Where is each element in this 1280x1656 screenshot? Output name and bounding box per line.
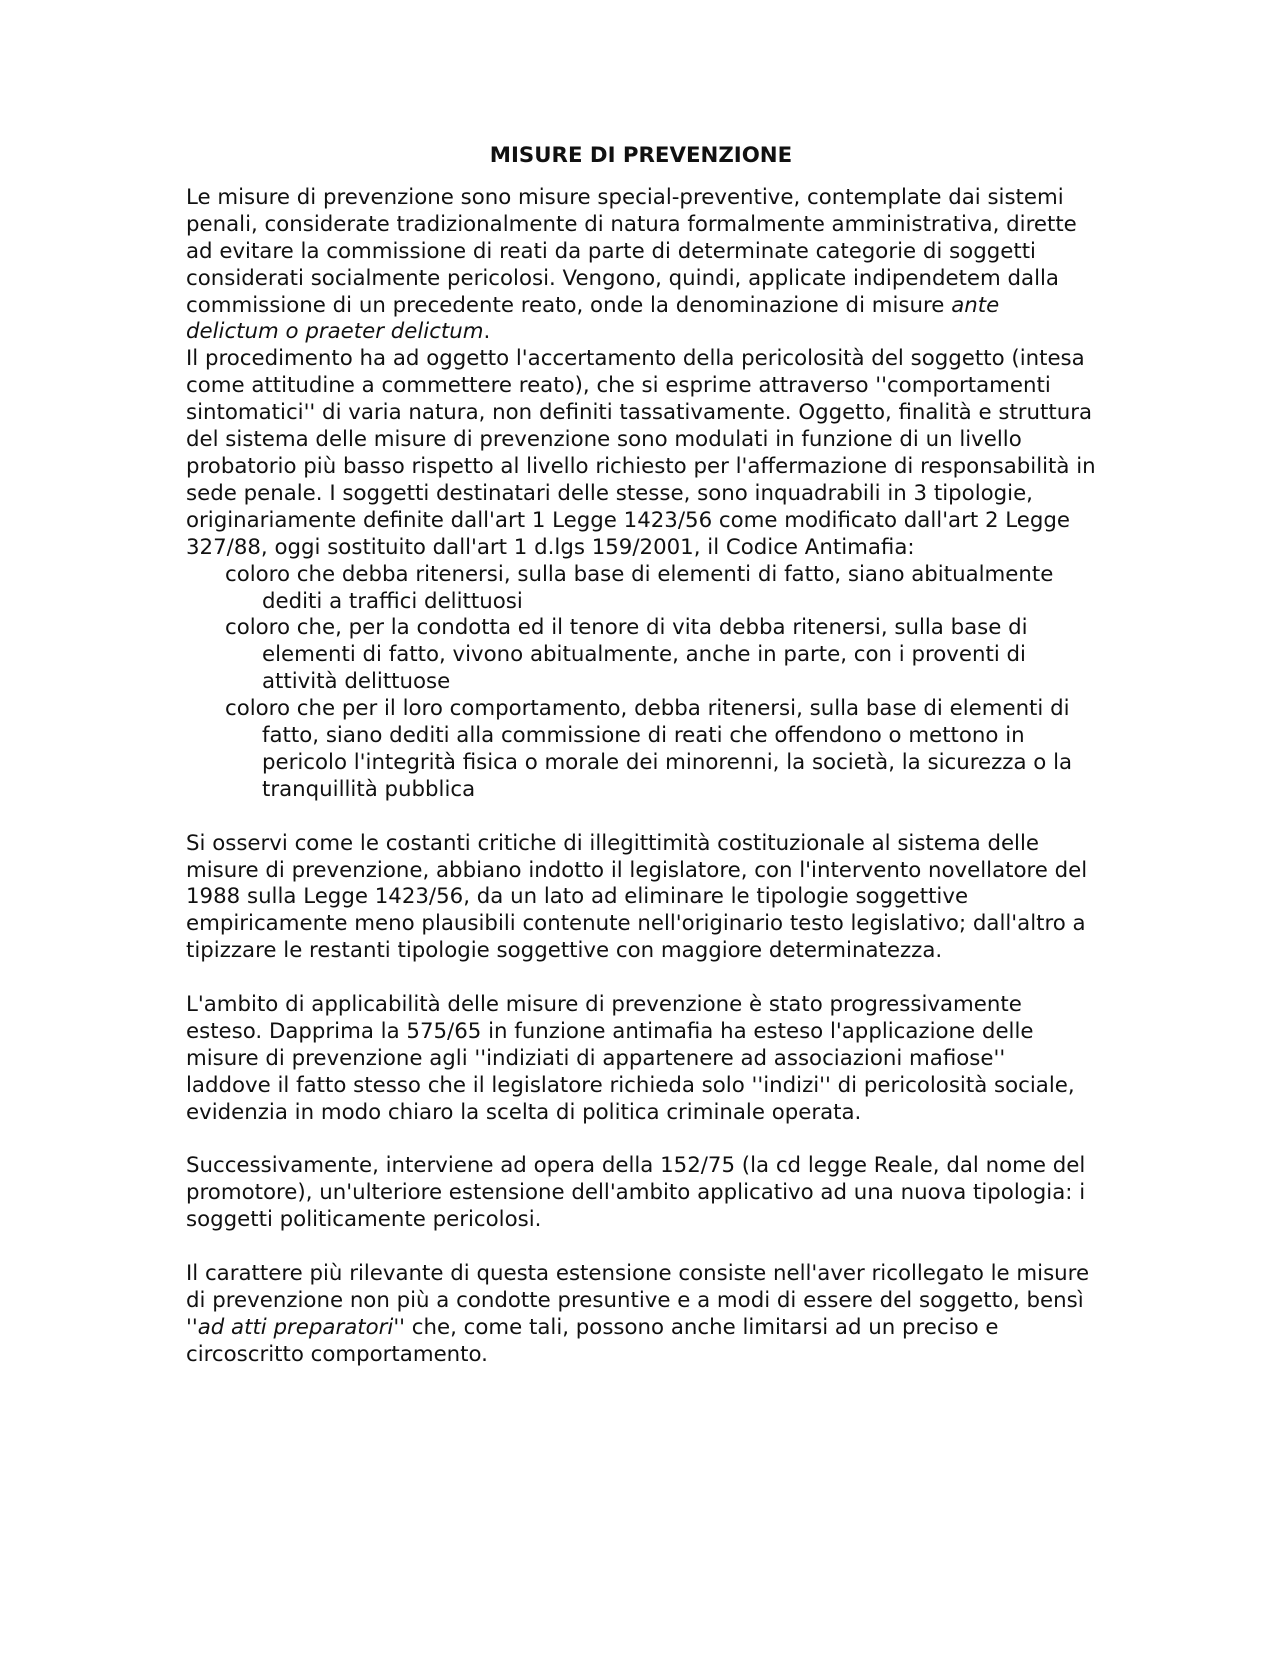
scope-paragraph: L'ambito di applicabilità delle misure di prevenzione è stato progressivamente esteso. Dapprima la 575/65 in funzione antimafia ha esteso l'applicazione delle misure di prevenzione agli ''indiziati di appartenere ad associazioni mafiose'' laddove il fatto stesso che il legislatore richieda solo ''indizi'' di pericolosità sociale, evidenzia in modo chiaro la scelta di politica criminale operata. [186, 992, 1075, 1125]
criteria-item: coloro che, per la condotta ed il tenore di vita debba ritenersi, sulla base di elementi di fatto, vivono abitualmente, anche in parte, con i proventi di attività delittuose [225, 615, 1028, 695]
intro-text: Le misure di prevenzione sono misure special-preventive, contemplate dai sistemi penali, considerate tradizionalmente di natura formalmente amministrativa, dirette ad evitare la commissione di reati da parte di determinate categorie di soggetti considerati socialmente pericolosi. Vengono, quindi, applicate indipendetem dalla commissione di un precedente reato, onde la denominazione di misure [186, 184, 1077, 318]
procedure-paragraph: Il procedimento ha ad oggetto l'accertamento della pericolosità del soggetto (intesa come attitudine a commettere reato), che si esprime attraverso ''comportamenti sintomatici'' di varia natura, non definiti tassativamente. Oggetto, finalità e struttura del sistema delle misure di prevenzione sono modulati in funzione di un livello probatorio più basso rispetto al livello richiesto per l'affermazione di responsabilità in sede penale. I soggetti destinatari delle stesse, sono inquadrabili in 3 tipologie, originariamente definite dall'art 1 Legge 1423/56 come modificato dall'art 2 Legge 327/88, oggi sostituito dall'art 1 d.lgs 159/2001, il Codice Antimafia: [186, 346, 1096, 560]
final-italic-phrase: ad atti preparatori [197, 1314, 394, 1340]
final-text: Il carattere più rilevante di questa estensione consiste nell'aver ricollegato le misure di prevenzione non più a condotte presuntive e a modi di essere del soggetto, bensì '' [186, 1261, 1090, 1340]
reale-paragraph: Successivamente, interviene ad opera della 152/75 (la cd legge Reale, dal nome del promotore), un'ulteriore estensione dell'ambito applicativo ad una nuova tipologia: i soggetti politicamente pericolosi. [186, 1153, 1086, 1233]
criteria-list [186, 562, 1096, 804]
intro-end-punctuation: . [483, 319, 491, 345]
criteria-item: coloro che per il loro comportamento, debba ritenersi, sulla base di elementi di fatto, siano dediti alla commissione di reati che offendono o mettono in pericolo l'integrità fisica o morale dei minorenni, la società, la sicurezza o la tranquillità pubblica [225, 696, 1073, 802]
document-title: MISURE DI PREVENZIONE [489, 143, 793, 168]
document-page [186, 143, 1096, 1369]
intro-italic-phrase: ante delictum o praeter delictum [186, 292, 1000, 345]
final-text-end: '' che, come tali, possono anche limitarsi ad un preciso e circoscritto comportamento. [186, 1314, 999, 1367]
criteria-item: coloro che debba ritenersi, sulla base di elementi di fatto, siano abitualmente dediti a traffici delittuosi [225, 561, 1054, 614]
final-paragraph [186, 1261, 1096, 1369]
criticism-paragraph: Si osservi come le costanti critiche di illegittimità costituzionale al sistema delle misure di prevenzione, abbiano indotto il legislatore, con l'intervento novellatore del 1988 sulla Legge 1423/56, da un lato ad eliminare le tipologie soggettive empiricamente meno plausibili contenute nell'originario testo legislativo; dall'altro a tipizzare le restanti tipologie soggettive con maggiore determinatezza. [186, 830, 1088, 964]
intro-paragraph [186, 185, 1096, 346]
